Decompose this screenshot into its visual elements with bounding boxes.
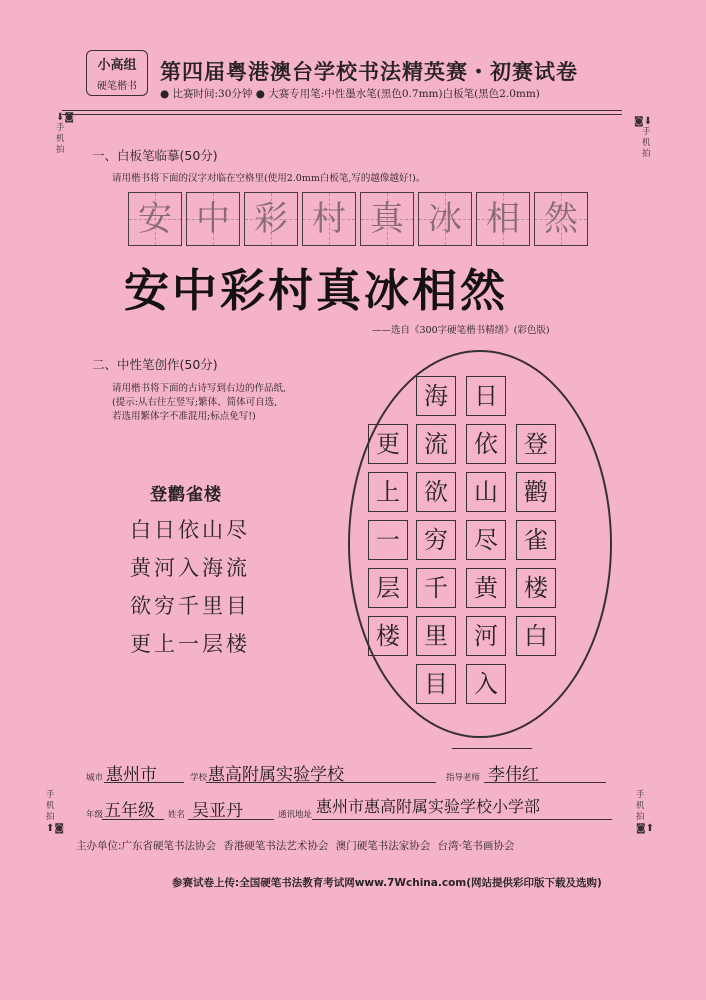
grid-cell: 中 xyxy=(186,192,240,246)
school-underline xyxy=(206,782,436,783)
artwork-cell: 山 xyxy=(466,472,506,512)
grid-cell: 真 xyxy=(360,192,414,246)
artwork-cell: 河 xyxy=(466,616,506,656)
poem-line: 白日依山尽 xyxy=(130,518,250,542)
badge-sub: 硬笔楷书 xyxy=(97,81,137,92)
section2-instruction-2: (提示:从右往左竖写;繁体、简体可自选, xyxy=(112,397,278,408)
artwork-cell: 层 xyxy=(368,568,408,608)
address-label: 通讯地址 xyxy=(278,810,313,820)
artwork-cell: 登 xyxy=(516,424,556,464)
grid-cell: 彩 xyxy=(244,192,298,246)
artwork-cell: 一 xyxy=(368,520,408,560)
copy-grid xyxy=(128,192,592,246)
source-citation: ——选自《300字硬笔楷书精缮》(彩色版) xyxy=(372,325,550,336)
section2-instruction-1: 请用楷书将下面的古诗写到右边的作品纸, xyxy=(112,383,287,394)
artwork-cell: 流 xyxy=(416,424,456,464)
name-value: 吴亚丹 xyxy=(192,801,243,821)
poem-line: 更上一层楼 xyxy=(130,632,250,656)
section1-heading: 一、白板笔临摹(50分) xyxy=(92,148,218,163)
grade-label: 年级 xyxy=(86,810,104,820)
artwork-cell: 穷 xyxy=(416,520,456,560)
exam-title: 第四届粤港澳台学校书法精英赛・初赛试卷 xyxy=(160,59,578,84)
poem-line: 黄河入海流 xyxy=(130,556,250,580)
grid-cell: 相 xyxy=(476,192,530,246)
side-mark-right-bottom: 手机拍 ◙⬆ xyxy=(636,790,655,834)
artwork-cell: 更 xyxy=(368,424,408,464)
exam-subtitle: ● 比赛时间:30分钟 ● 大赛专用笔:中性墨水笔(黑色0.7mm)白板笔(黑色2.0mm) xyxy=(160,88,540,100)
upload-note: 参赛试卷上传:全国硬笔书法教育考试网www.7Wchina.com(网站提供彩印版下载及选购) xyxy=(172,877,602,889)
teacher-label: 指导老师 xyxy=(446,773,481,783)
artwork-cell: 白 xyxy=(516,616,556,656)
artwork-cell: 上 xyxy=(368,472,408,512)
artwork-cell: 千 xyxy=(416,568,456,608)
grade-value: 五年级 xyxy=(104,801,155,821)
city-label: 城市 xyxy=(86,773,104,783)
artwork-cell: 楼 xyxy=(368,616,408,656)
teacher-underline xyxy=(484,782,606,783)
name-label: 姓名 xyxy=(168,810,186,820)
artwork-cell: 黄 xyxy=(466,568,506,608)
artwork-cell: 日 xyxy=(466,376,506,416)
grid-cell: 村 xyxy=(302,192,356,246)
side-mark-left-bottom: 手机拍 ⬆◙ xyxy=(46,790,65,834)
artwork-cell: 海 xyxy=(416,376,456,416)
city-underline xyxy=(104,782,184,783)
header-divider-thin xyxy=(62,114,622,115)
artwork-cell: 目 xyxy=(416,664,456,704)
grid-cell: 然 xyxy=(534,192,588,246)
handwritten-characters: 安中彩村真冰相然 xyxy=(124,264,509,317)
grid-cell: 冰 xyxy=(418,192,472,246)
poem-title: 登鹳雀楼 xyxy=(150,485,222,505)
name-underline xyxy=(188,819,274,820)
artwork-cell: 欲 xyxy=(416,472,456,512)
poem-line: 欲穷千里目 xyxy=(130,594,250,618)
section1-instruction: 请用楷书将下面的汉字对临在空格里(使用2.0mm白板笔,写的越像越好!)。 xyxy=(112,173,426,184)
group-badge xyxy=(86,50,148,96)
grade-underline xyxy=(102,819,164,820)
side-mark-right-top: ◙⬇ 手机拍 xyxy=(634,116,653,159)
signature-line xyxy=(452,748,532,749)
teacher-value: 李伟红 xyxy=(488,765,539,785)
address-underline xyxy=(312,819,612,820)
grid-cell: 安 xyxy=(128,192,182,246)
artwork-cell: 依 xyxy=(466,424,506,464)
section2-heading: 二、中性笔创作(50分) xyxy=(92,357,218,372)
badge-group: 小高组 xyxy=(97,58,137,73)
artwork-cell: 尽 xyxy=(466,520,506,560)
header-divider xyxy=(62,110,622,111)
school-label: 学校 xyxy=(190,773,208,783)
section2-instruction-3: 若选用繁体字不准混用;标点免写!) xyxy=(112,411,256,422)
artwork-cell: 里 xyxy=(416,616,456,656)
artwork-cell: 楼 xyxy=(516,568,556,608)
address-value: 惠州市惠高附属实验学校小学部 xyxy=(316,797,541,816)
side-mark-left-top: ⬇◙ 手机拍 xyxy=(56,112,75,155)
artwork-cell: 雀 xyxy=(516,520,556,560)
organizers: 主办单位:广东省硬笔书法协会 香港硬笔书法艺术协会 澳门硬笔书法家协会 台湾·笔书画协会 xyxy=(76,840,515,852)
artwork-cell: 入 xyxy=(466,664,506,704)
artwork-cell: 鹳 xyxy=(516,472,556,512)
school-value: 惠高附属实验学校 xyxy=(208,765,344,785)
city-value: 惠州市 xyxy=(106,765,157,785)
